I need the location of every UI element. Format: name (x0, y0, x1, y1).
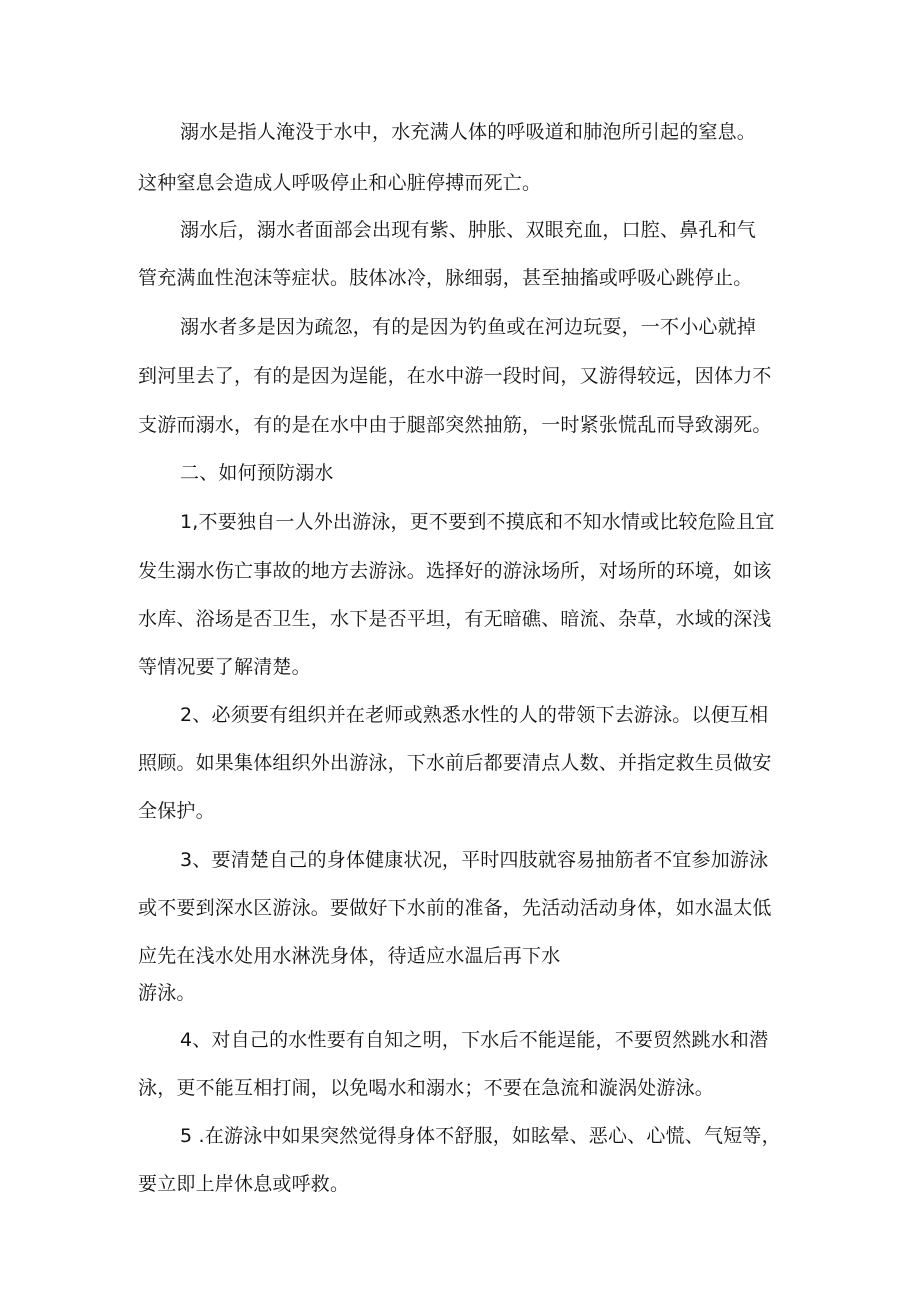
item-5-line-1: 5 .在游泳中如果突然觉得身体不舒服，如眩晕、恶心、心慌、气短等， (180, 1125, 781, 1147)
item-1-line-1: 1,不要独自一人外出游泳，更不要到不摸底和不知水情或比较危险且宜 (180, 511, 775, 533)
paragraph-2-line-2: 管充满血性泡沫等症状。肢体冰冷，脉细弱，甚至抽搐或呼吸心跳停止。 (138, 267, 753, 289)
item-3-line-2: 或不要到深水区游泳。要做好下水前的准备，先活动活动身体，如水温太低 (138, 897, 772, 919)
item-2-line-1: 2、必须要有组织并在老师或熟悉水性的人的带领下去游泳。以便互相 (180, 704, 769, 726)
item-3-line-1: 3、要清楚自己的身体健康状况，平时四肢就容易抽筋者不宜参加游泳 (180, 849, 769, 871)
item-1-line-4: 等情况要了解清楚。 (138, 656, 311, 678)
paragraph-3-line-3: 支游而溺水，有的是在水中由于腿部突然抽筋，一时紧张慌乱而导致溺死。 (138, 414, 772, 436)
section-heading: 二、如何预防溺水 (180, 462, 334, 484)
paragraph-3-line-1: 溺水者多是因为疏忽，有的是因为钓鱼或在河边玩耍，一不小心就掉 (180, 316, 757, 338)
paragraph-2-line-1: 溺水后，溺水者面部会出现有紫、肿胀、双眼充血，口腔、鼻孔和气 (180, 219, 757, 241)
item-4-line-1: 4、对自己的水性要有自知之明，下水后不能逞能，不要贸然跳水和潜 (180, 1029, 769, 1051)
paragraph-1-line-2: 这种窒息会造成人呼吸停止和心脏停搏而死亡。 (138, 172, 542, 194)
paragraph-1-line-1: 溺水是指人淹没于水中，水充满人体的呼吸道和肺泡所引起的窒息。 (180, 121, 757, 143)
item-1-line-3: 水库、浴场是否卫生，水下是否平坦，有无暗礁、暗流、杂草，水域的深浅 (138, 608, 772, 630)
item-1-line-2: 发生溺水伤亡事故的地方去游泳。选择好的游泳场所，对场所的环境，如该 (138, 560, 772, 582)
item-2-line-3: 全保护。 (138, 800, 215, 822)
item-3-line-4: 游泳。 (138, 982, 196, 1004)
item-3-line-3: 应先在浅水处用水淋洗身体，待适应水温后再下水 (138, 945, 561, 967)
item-2-line-2: 照顾。如果集体组织外出游泳，下水前后都要清点人数、并指定救生员做安 (138, 752, 772, 774)
paragraph-3-line-2: 到河里去了，有的是因为逞能，在水中游一段时间，又游得较远，因体力不 (138, 365, 772, 387)
item-5-line-2: 要立即上岸休息或呼救。 (138, 1173, 350, 1195)
item-4-line-2: 泳，更不能互相打闹，以免喝水和溺水；不要在急流和漩涡处游泳。 (138, 1077, 715, 1099)
